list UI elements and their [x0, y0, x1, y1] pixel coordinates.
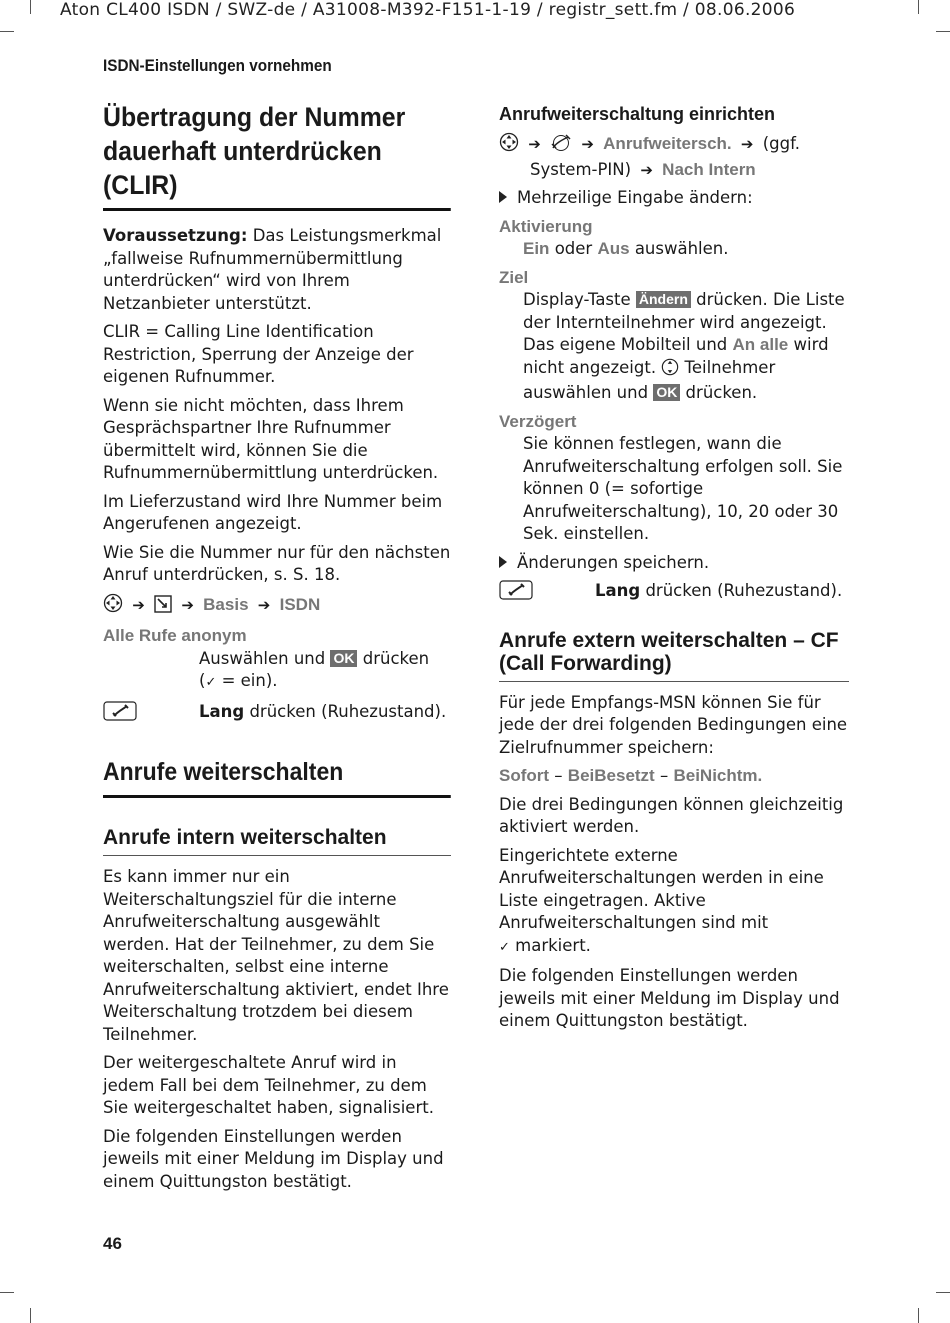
extern-heading: Anrufe extern weiterschalten – CF (Call Forwarding) [499, 629, 849, 682]
extern-paragraph-3: Eingerichtete externe Anrufweiterschaltungen werden in eine Liste eingetragen. Aktive Anrufweiterschaltungen sind mit ✓ markiert. [499, 845, 824, 955]
arrow-right-icon: ➔ [257, 595, 271, 614]
arrow-right-icon: ➔ [581, 135, 594, 153]
arrow-right-icon: ➔ [740, 135, 754, 153]
einrichten-heading: Anrufweiterschaltung einrichten [499, 104, 776, 124]
running-title: ISDN-Einstellungen vornehmen [103, 56, 332, 75]
label-ziel: Ziel [499, 267, 529, 287]
option-alle-rufe-anonym: Alle Rufe anonym [103, 626, 247, 645]
call-forward-menu-icon [550, 134, 572, 159]
select-instruction: Auswählen und OK drücken (✓ = ein). [199, 648, 430, 690]
arrow-right-icon: ➔ [528, 135, 541, 153]
page-number: 46 [103, 1234, 122, 1253]
clir-paragraph-1: Voraussetzung: Das Leistungsmerkmal „fallweise Rufnummernübermittlung unterdrücken“ wird von Ihrem Netzanbieter unterstützt. [103, 226, 442, 313]
crop-mark [30, 0, 31, 14]
ziel-text: Display-Taste Ändern drücken. Die Liste der Internteilnehmer wird angezeigt. Das eigene Mobilteil und An alle wird nicht angezeigt. Teilnehmer auswählen und OK drücken. [523, 290, 845, 402]
menu-isdn: ISDN [279, 594, 321, 614]
extern-paragraph-1: Für jede Empfangs-MSN können Sie für jede der drei folgenden Bedingungen eine Zielrufnummer speichern: [499, 692, 848, 757]
label-aktivierung: Aktivierung [499, 216, 593, 236]
aendern-key: Ändern [636, 291, 691, 308]
right-column [499, 102, 849, 1039]
end-call-key-icon [499, 580, 533, 607]
file-info-line: Aton CL400 ISDN / SWZ-de / A31008-M392-F151-1-19 / registr_sett.fm / 08.06.2006 [60, 0, 796, 20]
check-icon: ✓ [205, 675, 217, 690]
crop-mark [936, 31, 950, 32]
einrichten-nav-path: ➔ ➔ Anrufweitersch. ➔ (ggf. System-PIN) ➔ Nach Intern [499, 132, 849, 181]
extern-paragraph-2: Die drei Bedingungen können gleichzeitig aktiviert werden. [499, 794, 844, 836]
clir-paragraph-3: Wenn sie nicht möchten, dass Ihrem Gesprächspartner Ihre Rufnummer übermittelt wird, können Sie die Rufnummernübermittlung unterdrücken. [103, 395, 439, 482]
arrow-right-icon: ➔ [640, 160, 653, 179]
lang-press-row: Lang drücken (Ruhezustand). [103, 701, 451, 728]
nav-key-icon [661, 358, 679, 383]
verzoegert-text: Sie können festlegen, wann die Anrufweiterschaltung erfolgen soll. Sie können 0 (= sofortige Anrufweiterschaltung), 10, 20 oder 30 Sek. einstellen. [523, 434, 843, 543]
crop-mark [936, 1292, 950, 1293]
intern-paragraph-3: Die folgenden Einstellungen werden jeweils mit einer Meldung im Display und einem Quittungston bestätigt. [103, 1126, 444, 1191]
check-icon: ✓ [499, 939, 510, 955]
extern-conditions: Sofort – BeiBesetzt – BeiNichtm. [499, 766, 763, 785]
end-call-key-icon [103, 701, 137, 728]
step-save: Änderungen speichern. [499, 552, 849, 575]
step-multiline: Mehrzeilige Eingabe ändern: [499, 187, 849, 210]
intern-paragraph-1: Es kann immer nur ein Weiterschaltungsziel für die interne Anrufweiterschaltung ausgewählt werden. Hat der Teilnehmer, zu dem Sie weiterschalten, selbst eine interne Anrufweiterschaltung aktiviert, endet Ihre Weiterschaltung trotzdem bei diesem Teilnehmer. [103, 867, 449, 1044]
clir-paragraph-4: Im Lieferzustand wird Ihre Nummer beim Angerufenen angezeigt. [103, 491, 443, 533]
aktivierung-text: Ein oder Aus auswählen. [523, 239, 729, 258]
settings-menu-icon [154, 595, 172, 620]
bullet-triangle-icon [499, 556, 507, 568]
bullet-triangle-icon [499, 191, 507, 203]
label-verzoegert: Verzögert [499, 411, 577, 431]
nav-key-icon [499, 132, 519, 159]
weiterschalten-heading: Anrufe weiterschalten [103, 755, 451, 798]
ok-key: OK [330, 650, 357, 667]
clir-heading: Übertragung der Nummer dauerhaft unterdrücken (CLIR) [103, 100, 451, 211]
lang-press-row: Lang drücken (Ruhezustand). [499, 580, 849, 607]
crop-mark [918, 1308, 919, 1323]
clir-nav-path [103, 593, 451, 620]
arrow-right-icon: ➔ [132, 595, 145, 614]
ok-key: OK [653, 384, 680, 401]
intern-heading: Anrufe intern weiterschalten [103, 826, 451, 856]
crop-mark [30, 1308, 31, 1323]
clir-paragraph-2: CLIR = Calling Line Identification Restriction, Sperrung der Anzeige der eigenen Rufnummer. [103, 322, 414, 386]
arrow-right-icon: ➔ [181, 595, 194, 614]
crop-mark [0, 31, 14, 32]
clir-paragraph-5: Wie Sie die Nummer nur für den nächsten Anruf unterdrücken, s. S. 18. [103, 542, 451, 584]
nav-key-icon [103, 593, 123, 620]
extern-paragraph-4: Die folgenden Einstellungen werden jeweils mit einer Meldung im Display und einem Quittungston bestätigt. [499, 966, 840, 1030]
menu-anrufweitersch: Anrufweitersch. [603, 134, 732, 153]
left-column [103, 100, 451, 1199]
menu-nach-intern: Nach Intern [662, 159, 756, 179]
intern-paragraph-2: Der weitergeschaltete Anruf wird in jedem Fall bei dem Teilnehmer, zu dem Sie weitergeschaltet haben, signalisiert. [103, 1053, 434, 1117]
crop-mark [918, 0, 919, 14]
menu-basis: Basis [203, 594, 249, 614]
crop-mark [0, 1292, 14, 1293]
